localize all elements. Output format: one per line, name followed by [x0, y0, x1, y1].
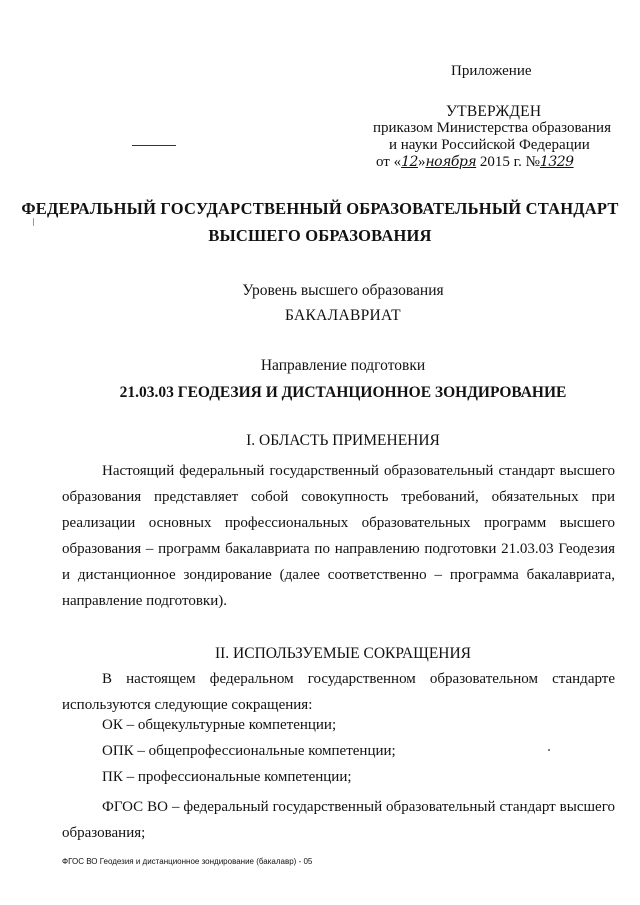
section-1-heading: I. ОБЛАСТЬ ПРИМЕНЕНИЯ [246, 432, 440, 449]
abbreviation-item: ФГОС ВО – федеральный государственный образовательный стандарт высшего образования; [62, 799, 615, 841]
abbreviation-item: ОПК – общепрофессиональные компетенции; [102, 743, 396, 759]
education-level-label: Уровень высшего образования [242, 282, 444, 299]
scan-speck [548, 749, 550, 751]
direction-value: 21.03.03 ГЕОДЕЗИЯ И ДИСТАНЦИОННОЕ ЗОНДИРОВАНИЕ [119, 384, 567, 401]
order-month-handwritten: ноября [425, 154, 477, 170]
order-number-handwritten: 1329 [539, 154, 574, 170]
order-issuer-line1: приказом Министерства образования [373, 120, 611, 136]
document-title-line1: ФЕДЕРАЛЬНЫЙ ГОСУДАРСТВЕННЫЙ ОБРАЗОВАТЕЛЬНЫЙ СТАНДАРТ [21, 199, 619, 218]
page-footer: ФГОС ВО Геодезия и дистанционное зондирование (бакалавр) - 05 [62, 857, 313, 866]
order-year: 2015 г. № [479, 154, 540, 170]
scan-speck [33, 218, 34, 226]
abbreviation-item: ОК – общекультурные компетенции; [102, 717, 337, 733]
education-level-value: БАКАЛАВРИАТ [285, 307, 401, 324]
order-mid: » [417, 154, 426, 170]
abbreviation-item: ПК – профессиональные компетенции; [102, 769, 352, 785]
approved-label: УТВЕРЖДЕН [446, 103, 542, 120]
section-2-heading: II. ИСПОЛЬЗУЕМЫЕ СОКРАЩЕНИЯ [214, 645, 472, 662]
order-prefix: от « [376, 154, 402, 170]
section-1-paragraph: Настоящий федеральный государственный образовательный стандарт высшего образования представляет собой совокупность требований, обязательных при реализации основных профессиональных образовательных программ высшего образования – программ бакалавриата по направлению подготовки 21.03.03 Геодезия и дистанционное зондирование (далее соответственно – программа бакалавриата, направление подготовки). [62, 463, 615, 609]
order-day-handwritten: 12 [401, 154, 418, 170]
section-2-intro: В настоящем федеральном государственном образовательном стандарте используются следующие сокращения: [62, 671, 615, 713]
appendix-label: Приложение [451, 63, 532, 79]
order-date-line [376, 154, 574, 171]
direction-label: Направление подготовки [260, 357, 426, 374]
document-title-line2: ВЫСШЕГО ОБРАЗОВАНИЯ [208, 226, 432, 245]
blank-dash [132, 145, 176, 146]
order-issuer-line2: и науки Российской Федерации [389, 137, 590, 153]
